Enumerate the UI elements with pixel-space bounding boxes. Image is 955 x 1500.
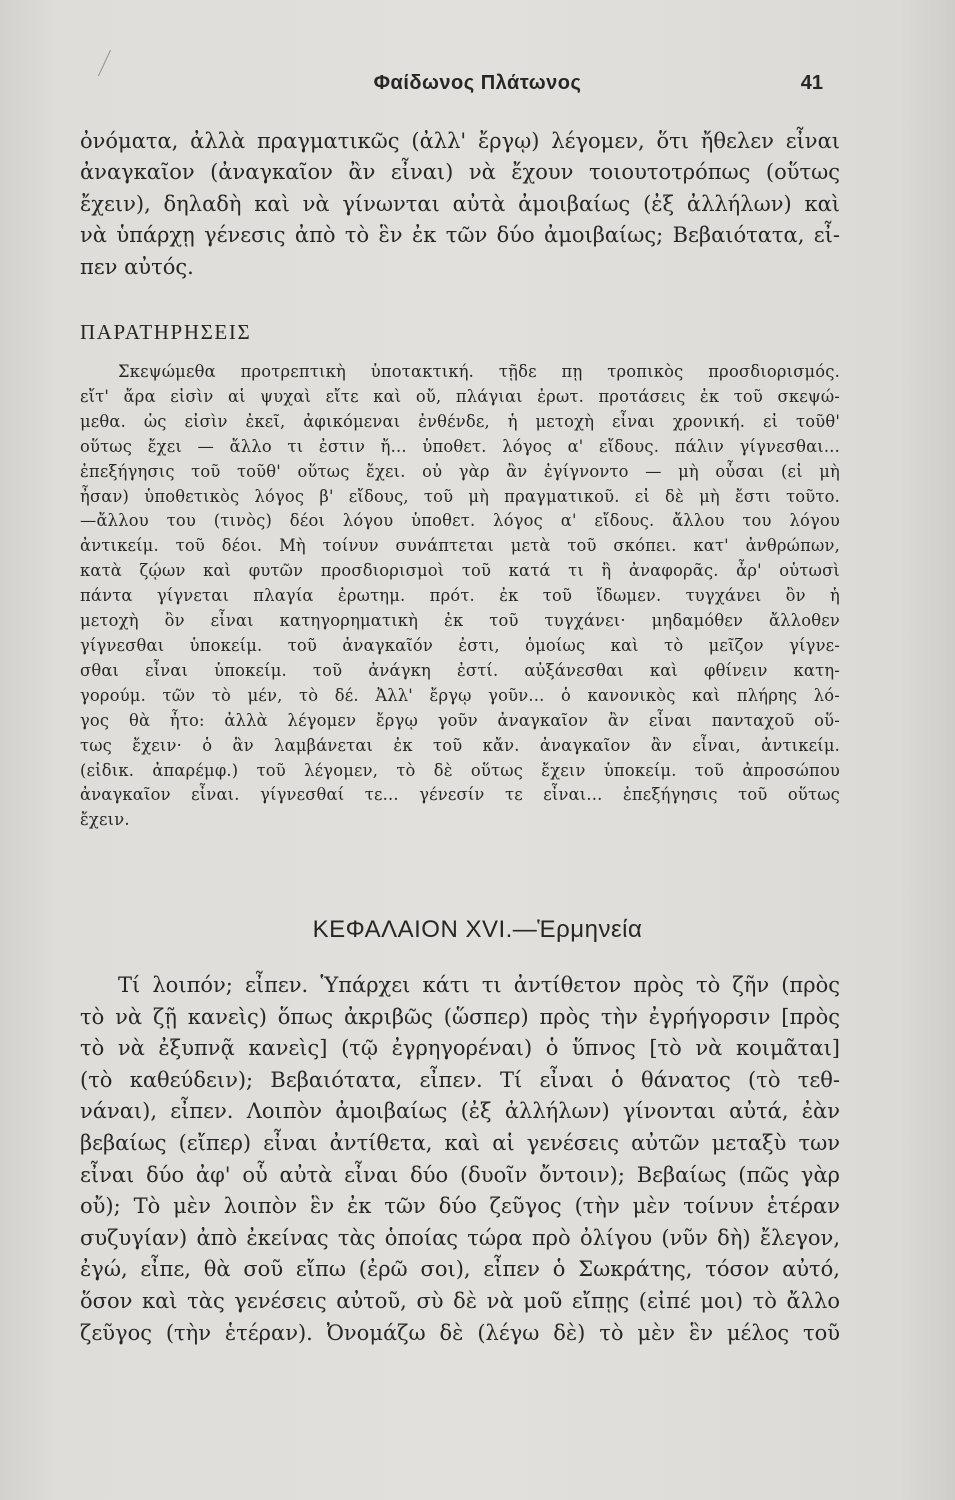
running-header bbox=[0, 72, 955, 108]
note-line: γος θὰ ἦτο: ἀλλὰ λέγομεν ἔργῳ γοῦν ἀναγκαῖον ἂν εἶναι πανταχοῦ οὕ- bbox=[80, 710, 840, 730]
text-line: τὸ νὰ ζῇ κανεὶς) ὅπως ἀκριβῶς (ὥσπερ) πρὸς τὴν ἐγρήγορσιν [πρὸς bbox=[80, 1004, 840, 1029]
note-line: οὕτως ἔχει — ἄλλο τι ἐστιν ἤ... ὑποθετ. λόγος α' εἴδους. πάλιν γίγνεσθαι... bbox=[80, 436, 840, 456]
running-title: Φαίδωνος Πλάτωνος bbox=[373, 72, 582, 94]
note-line: ἀντικείμ. τοῦ δέοι. Μὴ τοίνυν συνάπτεται μετὰ τοῦ σκόπει. κατ' ἀνθρώπων, bbox=[80, 536, 840, 556]
text-line: ἐγώ, εἶπε, θὰ σοῦ εἴπω (ἐρῶ σοι), εἶπεν ὁ Σωκράτης, τόσον αὐτό, bbox=[80, 1257, 840, 1282]
text-line: συζυγίαν) ἀπὸ ἐκείνας τὰς ὁποίας τώρα πρὸ ὀλίγου (νῦν δὴ) ἔλεγον, bbox=[80, 1225, 840, 1250]
paragraph-continuation bbox=[80, 126, 840, 283]
note-line: τως ἔχειν· ὁ ἂν λαμβάνεται ἐκ τοῦ κἄν. ἀναγκαῖον ἂν εἶναι, ἀντικείμ. bbox=[80, 735, 840, 755]
text-line: ζεῦγος (τὴν ἑτέραν). Ὀνομάζω δὲ (λέγω δὲ) τὸ μὲν ἓν μέλος τοῦ bbox=[80, 1320, 840, 1345]
note-line: ἔχειν. bbox=[80, 810, 130, 830]
note-line: γίγνεσθαι ὑποκείμ. τοῦ ἀναγκαῖόν ἐστι, ὁμοίως καὶ τὸ μεῖζον γίγνε- bbox=[80, 635, 840, 655]
text-line: βεβαίως (εἴπερ) εἶναι ἀντίθετα, καὶ αἱ γενέσεις αὐτῶν μεταξὺ των bbox=[80, 1130, 840, 1155]
note-line: σθαι εἶναι ὑποκείμ. τοῦ ἀνάγκη ἐστί. αὐξάνεσθαι καὶ φθίνειν κατη- bbox=[80, 660, 840, 680]
note-line: ἀναγκαῖον εἶναι. γίγνεσθαί τε... γένεσίν τε εἶναι... ἐπεξήγησις τοῦ οὕτως bbox=[80, 785, 840, 805]
note-line: Σκεψώμεθα προτρεπτικὴ ὑποτακτική. τῇδε πῃ τροπικὸς προσδιορισμός. bbox=[118, 362, 840, 381]
text-line: νὰ ὑπάρχῃ γένεσις ἀπὸ τὸ ἓν ἐκ τῶν δύο ἀμοιβαίως; Βεβαιότατα, εἶ- bbox=[80, 223, 840, 248]
note-line: μετοχὴ ὂν εἶναι κατηγορηματικὴ ἐκ τοῦ τυγχάνει· μηδαμόθεν ἄλλοθεν bbox=[80, 611, 840, 631]
text-line: ἀναγκαῖον (ἀναγκαῖον ἂν εἶναι) νὰ ἔχουν τοιουτοτρόπως (οὕτως bbox=[80, 160, 840, 185]
notes-heading: ΠΑΡΑΤΗΡΗΣΕΙΣ bbox=[80, 320, 252, 344]
notes-block bbox=[80, 360, 840, 833]
page-number: 41 bbox=[800, 72, 823, 94]
note-line: ἐπεξήγησις τοῦ τοῦθ' οὕτως ἔχει. οὐ γὰρ ἂν ἐγίγνοντο — μὴ οὖσαι (εἰ μὴ bbox=[80, 461, 840, 481]
text-line: τὸ νὰ ἐξυπνᾷ κανεὶς] (τῷ ἐγρηγορέναι) ὁ ὕπνος [τὸ νὰ κοιμᾶται] bbox=[80, 1036, 840, 1061]
text-line: νάναι), εἶπεν. Λοιπὸν ἀμοιβαίως (ἐξ ἀλλήλων) γίνονται αὐτά, ἐὰν bbox=[80, 1099, 840, 1124]
note-line: μεθα. ὡς εἰσὶν ἐκεῖ, ἀφικόμεναι ἐνθένδε, ἡ μετοχὴ εἶναι χρονική. εἰ τοῦθ' bbox=[80, 411, 840, 431]
text-line: (τὸ καθεύδειν); Βεβαιότατα, εἶπεν. Τί εἶναι ὁ θάνατος (τὸ τεθ- bbox=[80, 1067, 840, 1092]
text-line: οὔ); Τὸ μὲν λοιπὸν ἓν ἐκ τῶν δύο ζεῦγος (τὴν μὲν τοίνυν ἑτέραν bbox=[80, 1194, 840, 1219]
note-line: (εἰδικ. ἀπαρέμφ.) τοῦ λέγομεν, τὸ δὲ οὕτως ἔχειν ὑποκείμ. τοῦ ἀπροσώπου bbox=[80, 760, 840, 780]
text-line: ὅσον καὶ τὰς γενέσεις αὐτοῦ, σὺ δὲ νὰ μοῦ εἴπῃς (εἰπέ μοι) τὸ ἄλλο bbox=[80, 1288, 840, 1313]
note-line: —ἄλλου του (τινὸς) δέοι λόγου ὑποθετ. λόγος α' εἴδους. ἄλλου του λόγου bbox=[80, 511, 840, 531]
text-line: πεν αὐτός. bbox=[80, 254, 194, 279]
text-line: εἶναι δύο ἀφ' οὗ αὐτὰ εἶναι δύο (δυοῖν ὄντοιν); Βεβαίως (πῶς γὰρ bbox=[80, 1162, 840, 1187]
note-line: ἦσαν) ὑποθετικὸς λόγος β' εἴδους, τοῦ μὴ πραγματικοῦ. εἰ δὲ μὴ ἔστι τοῦτο. bbox=[80, 486, 840, 506]
text-line: Τί λοιπόν; εἶπεν. Ὑπάρχει κάτι τι ἀντίθετον πρὸς τὸ ζῆν (πρὸς bbox=[118, 973, 840, 997]
note-line: κατὰ ζῴων καὶ φυτῶν προσδιορισμοὶ τοῦ κατά τι ἢ ἀναφορᾶς. ἆρ' οὑτωσὶ bbox=[80, 561, 840, 581]
note-line: γορούμ. τῶν τὸ μέν, τὸ δέ. Ἀλλ' ἔργῳ γοῦν... ὁ κανονικὸς καὶ πλήρης λό- bbox=[80, 685, 840, 705]
chapter-heading: ΚΕΦΑΛΑΙΟΝ XVI.—Ἑρμηνεία bbox=[312, 916, 643, 943]
chapter-paragraph bbox=[80, 970, 840, 1349]
text-line: ἔχειν), δηλαδὴ καὶ νὰ γίνωνται αὐτὰ ἀμοιβαίως (ἐξ ἀλλήλων) καὶ bbox=[80, 191, 840, 216]
note-line: εἴτ' ἄρα εἰσὶν αἱ ψυχαὶ εἴτε καὶ οὔ, πλάγιαι ἐρωτ. προτάσεις ἐκ τοῦ σκεψώ- bbox=[80, 386, 840, 406]
text-line: ὀνόματα, ἀλλὰ πραγματικῶς (ἀλλ' ἔργῳ) λέγομεν, ὅτι ἤθελεν εἶναι bbox=[80, 129, 840, 153]
note-line: πάντα γίγνεται πλαγία ἐρωτημ. πρότ. ἐκ τοῦ ἴδωμεν. τυγχάνει ὂν ἡ bbox=[80, 586, 840, 606]
